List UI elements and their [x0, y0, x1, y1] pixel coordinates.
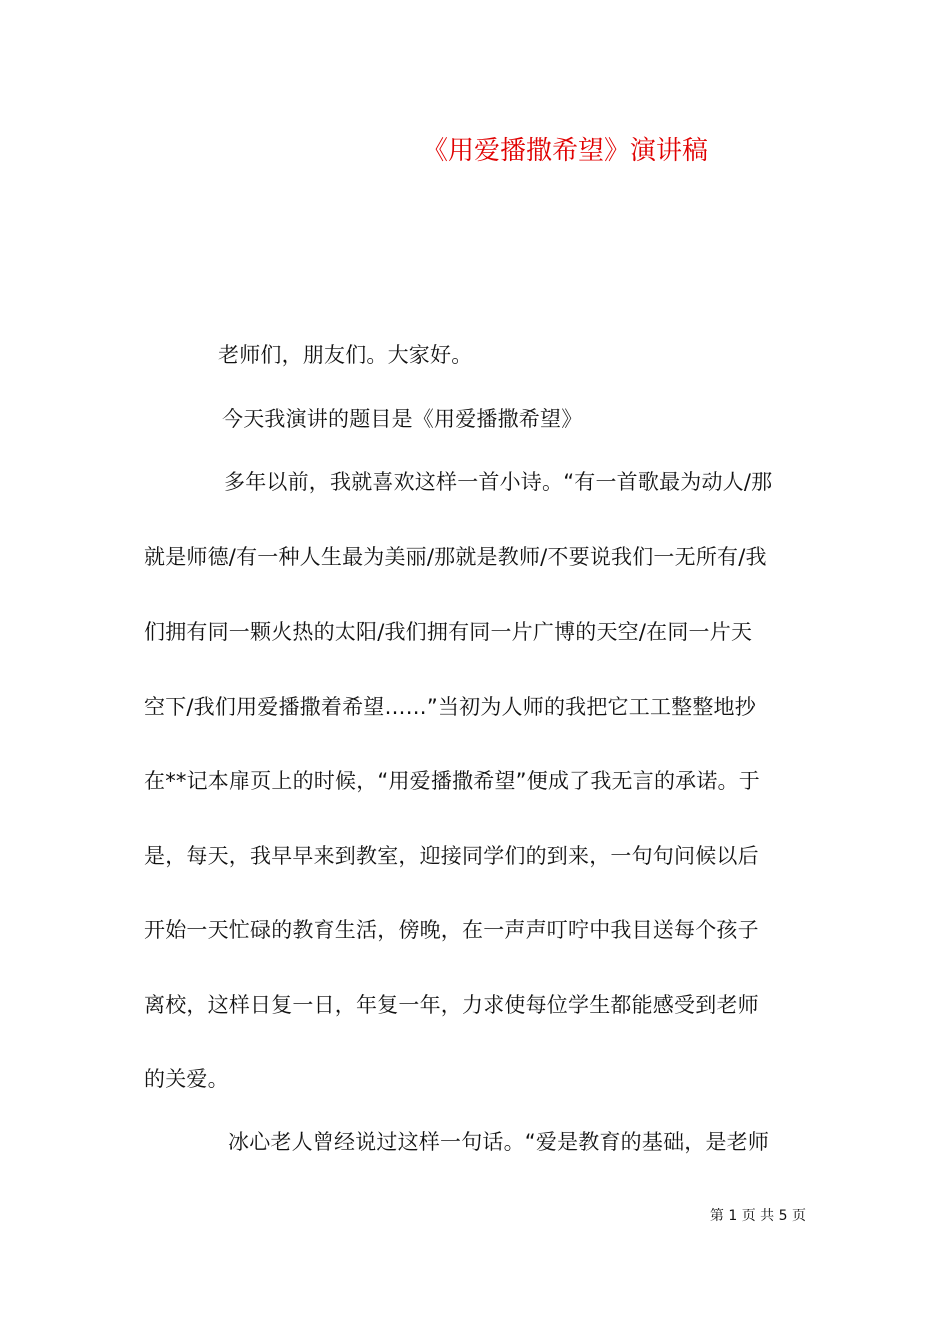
- paragraph-line: 多年以前，我就喜欢这样一首小诗。“有一首歌最为动人/那: [224, 470, 773, 494]
- greeting-line: 老师们，朋友们。大家好。: [218, 343, 473, 367]
- paragraph-line: 是，每天，我早早来到教室，迎接同学们的到来，一句句问候以后: [144, 844, 759, 868]
- paragraph-line: 们拥有同一颗火热的太阳/我们拥有同一片广博的天空/在同一片天: [144, 620, 753, 644]
- paragraph-line: 冰心老人曾经说过这样一句话。“爱是教育的基础，是老师: [228, 1130, 770, 1154]
- paragraph-line: 在**记本扉页上的时候，“用爱播撒希望”便成了我无言的承诺。于: [144, 769, 760, 793]
- topic-line: 今天我演讲的题目是《用爱播撒希望》: [222, 407, 583, 431]
- paragraph-line: 空下/我们用爱播撒着希望……”当初为人师的我把它工工整整地抄: [144, 695, 756, 719]
- paragraph-line: 的关爱。: [144, 1067, 229, 1091]
- document-title: 《用爱播撒希望》演讲稿: [421, 136, 708, 166]
- paragraph-line: 开始一天忙碌的教育生活，傍晚，在一声声叮咛中我目送每个孩子: [144, 918, 759, 942]
- paragraph-line: 就是师德/有一种人生最为美丽/那就是教师/不要说我们一无所有/我: [144, 545, 767, 569]
- page-footer: 第 1 页 共 5 页: [709, 1208, 806, 1224]
- paragraph-line: 离校，这样日复一日，年复一年，力求使每位学生都能感受到老师: [144, 993, 759, 1017]
